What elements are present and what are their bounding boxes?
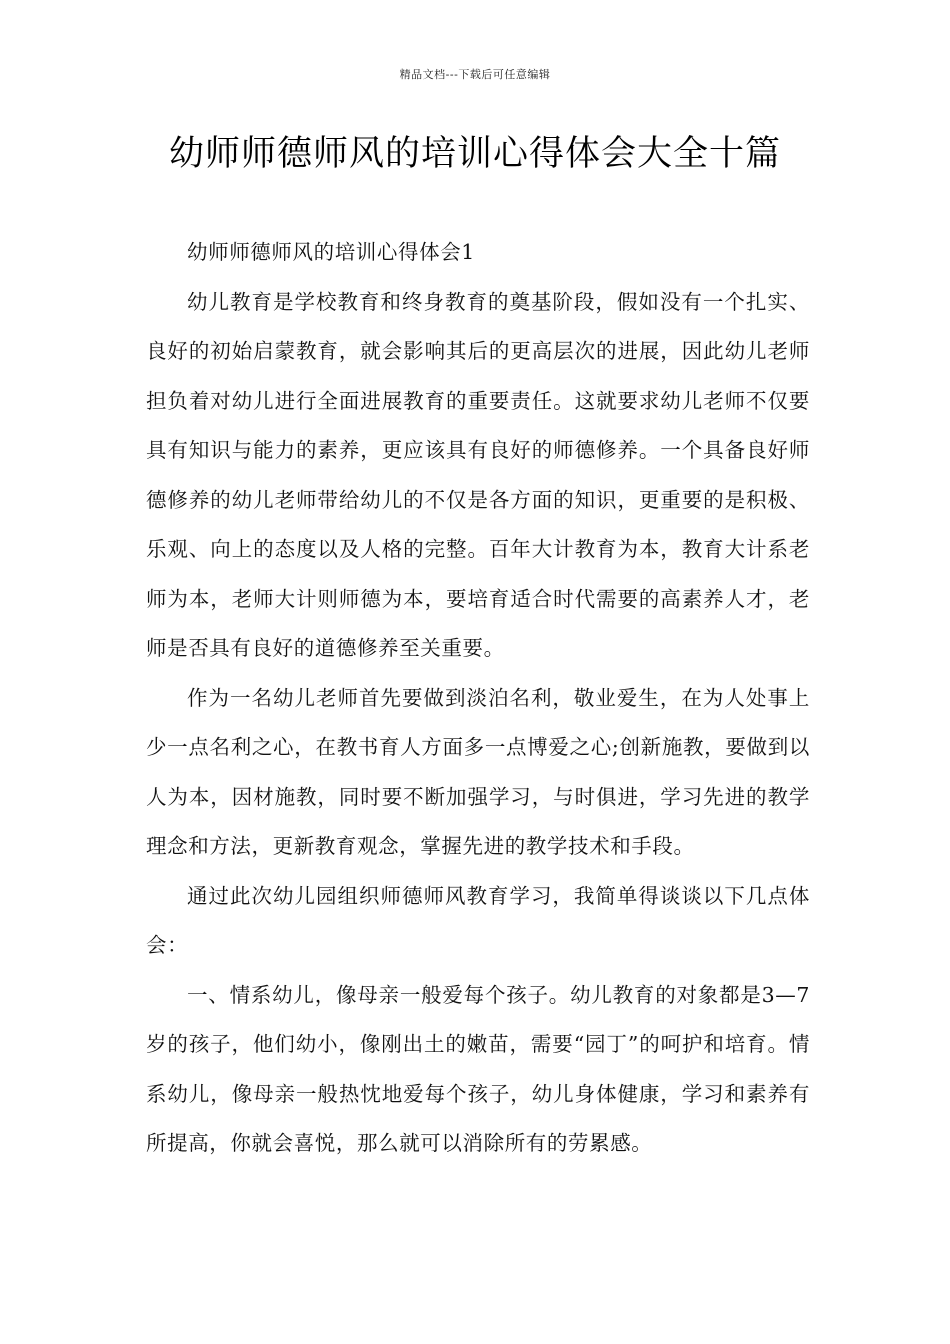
body-paragraph: 幼儿教育是学校教育和终身教育的奠基阶段，假如没有一个扎实、良好的初始启蒙教育，就会影响其后的更高层次的进展，因此幼儿老师担负着对幼儿进行全面进展教育的重要责任。这就要求幼儿老师不仅要具有知识与能力的素养，更应该具有良好的师德修养。一个具备良好师德修养的幼儿老师带给幼儿的不仅是各方面的知识，更重要的是积极、乐观、向上的态度以及人格的完整。百年大计教育为本，教育大计系老师为本，老师大计则师德为本，要培育适合时代需要的高素养人才，老师是否具有良好的道德修养至关重要。 — [146, 289, 810, 660]
section-heading: 幼师师德师风的培训心得体会1 — [187, 240, 475, 264]
body-paragraph: 通过此次幼儿园组织师德师风教育学习，我简单得谈谈以下几点体会： — [146, 883, 810, 957]
header-note: 精品文档---下载后可任意编辑 — [399, 68, 551, 81]
document-title: 幼师师德师风的培训心得体会大全十篇 — [168, 134, 781, 174]
body-paragraph: 作为一名幼儿老师首先要做到淡泊名利，敬业爱生，在为人处事上少一点名利之心，在教书育人方面多一点博爱之心;创新施教，要做到以人为本，因材施教，同时要不断加强学习，与时俱进，学习先进的教学理念和方法，更新教育观念，掌握先进的教学技术和手段。 — [146, 685, 810, 858]
body-paragraph: 一、情系幼儿，像母亲一般爱每个孩子。幼儿教育的对象都是3—7岁的孩子，他们幼小，像刚出土的嫩苗，需要“园丁”的呵护和培育。情系幼儿，像母亲一般热忱地爱每个孩子，幼儿身体健康，学习和素养有所提高，你就会喜悦，那么就可以消除所有的劳累感。 — [146, 982, 810, 1155]
document-body — [146, 228, 810, 1169]
